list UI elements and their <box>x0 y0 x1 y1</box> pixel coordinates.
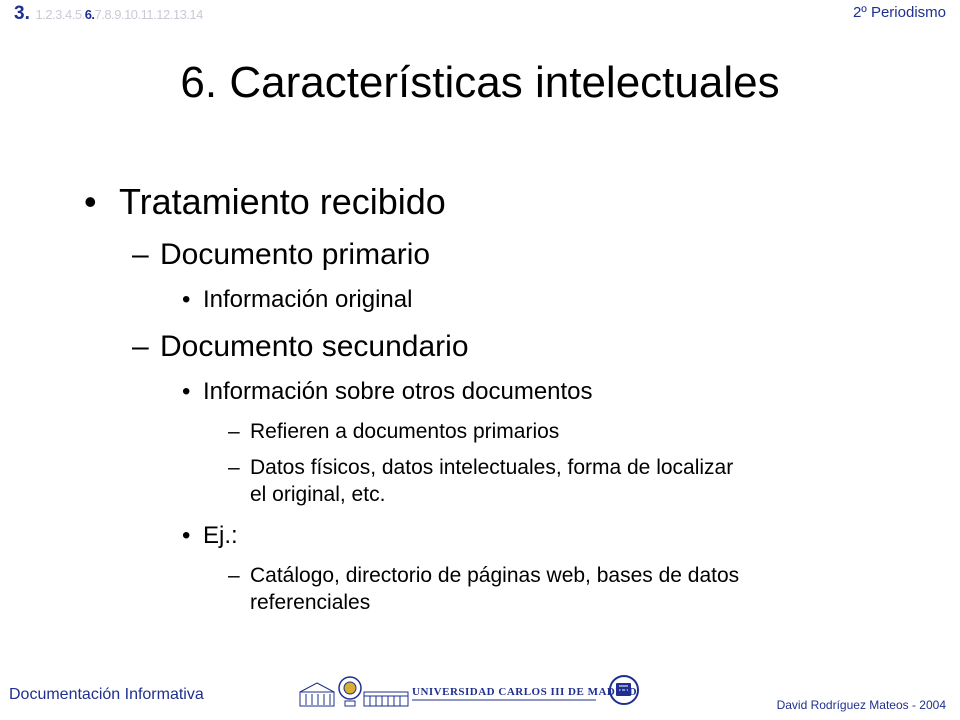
page-links <box>35 7 202 22</box>
slide-navigation <box>14 3 203 25</box>
section-number: 3. <box>14 3 30 24</box>
dash-icon: – <box>228 564 240 587</box>
secundario-sub2-line1: Datos físicos, datos intelectuales, forma de localizar <box>250 456 734 479</box>
secundario-item: Información sobre otros documentos <box>203 378 593 405</box>
nav-page-link[interactable]: 5. <box>74 7 85 22</box>
dash-icon: – <box>132 238 149 271</box>
nav-page-link[interactable]: 3. <box>55 7 66 22</box>
nav-page-link[interactable]: 6. <box>84 7 95 22</box>
nav-page-link[interactable]: 11. <box>140 7 157 22</box>
university-logo <box>298 672 643 712</box>
primario-label: Documento primario <box>160 238 431 271</box>
bullet-icon: • <box>182 286 191 313</box>
nav-page-link[interactable]: 9. <box>114 7 125 22</box>
course-label: 2º Periodismo <box>852 4 946 21</box>
nav-page-link[interactable]: 8. <box>104 7 115 22</box>
primario-item: Información original <box>203 286 413 313</box>
slide-title: 6. Características intelectuales <box>180 58 780 107</box>
dash-icon: – <box>132 330 149 363</box>
ejemplo-sub-line2: referenciales <box>250 591 371 614</box>
footer-author: David Rodríguez Mateos - 2004 <box>776 698 946 712</box>
nav-page-link[interactable]: 14 <box>189 7 203 22</box>
bullet-icon: • <box>182 378 191 405</box>
topic-heading: Tratamiento recibido <box>119 181 446 222</box>
footer-course-title: Documentación Informativa <box>9 686 204 703</box>
nav-page-link[interactable]: 12. <box>156 7 173 22</box>
nav-page-link[interactable]: 2. <box>45 7 56 22</box>
secundario-sub1: Refieren a documentos primarios <box>250 420 560 443</box>
nav-page-link[interactable]: 10. <box>124 7 141 22</box>
secundario-label: Documento secundario <box>160 330 469 363</box>
dash-icon: – <box>228 420 240 443</box>
ejemplo-sub-line1: Catálogo, directorio de páginas web, bases de datos <box>250 564 740 587</box>
dash-icon: – <box>228 456 240 479</box>
ejemplo-label: Ej.: <box>203 522 238 549</box>
nav-page-link[interactable]: 13. <box>172 7 190 22</box>
bullet-icon: • <box>84 181 97 222</box>
nav-page-link[interactable]: 4. <box>65 7 75 22</box>
university-name: UNIVERSIDAD CARLOS III DE MADRID <box>412 686 638 698</box>
nav-page-link[interactable]: 7. <box>94 7 105 22</box>
bullet-icon: • <box>182 522 191 549</box>
nav-page-link[interactable]: 1. <box>35 7 46 22</box>
secundario-sub2-line2: el original, etc. <box>250 483 386 506</box>
